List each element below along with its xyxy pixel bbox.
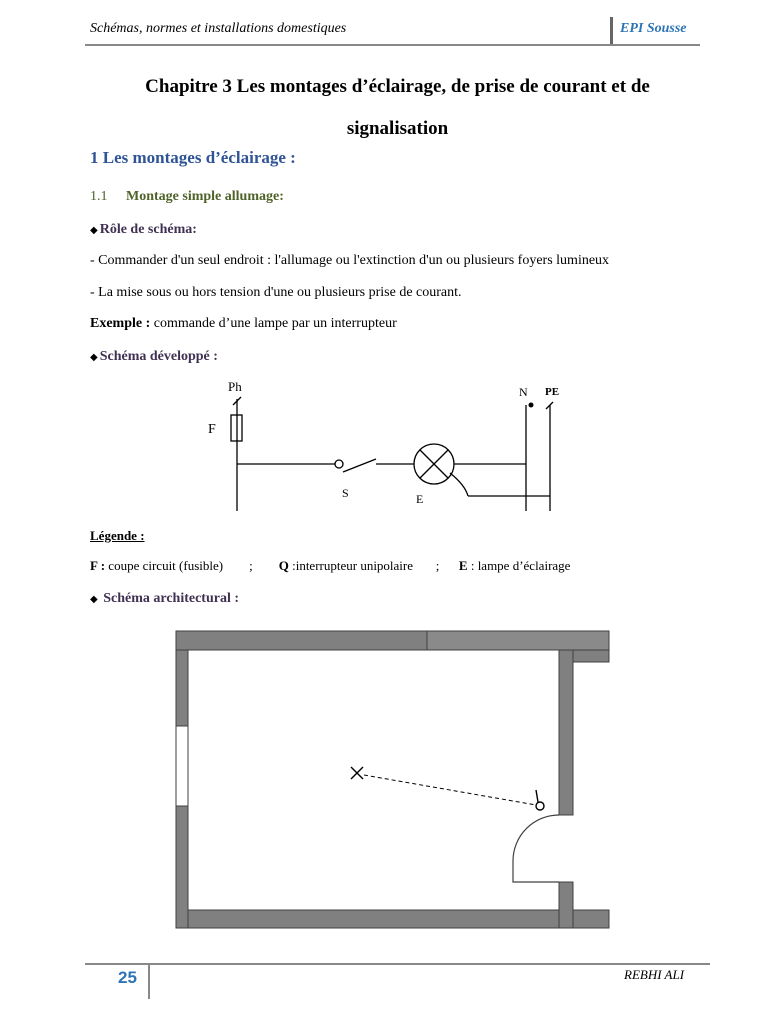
footer-author: REBHI ALI [624, 967, 685, 982]
footer-rule [85, 963, 710, 965]
label-phase: Ph [228, 379, 242, 394]
switch-blade [343, 459, 376, 472]
neutral-dot [529, 403, 534, 408]
subsection-heading [90, 189, 284, 205]
interior-wall-lower [559, 882, 573, 928]
lamp-earth-link [450, 473, 468, 496]
legend-title: Légende : [90, 528, 145, 543]
section-heading: 1 Les montages d’éclairage : [90, 148, 296, 167]
role-line-1: - Commander d'un seul endroit : l'allumage ou l'extinction d'un ou plusieurs foyers lumineux [90, 253, 610, 268]
left-wall-lower [176, 806, 188, 928]
legend-text-fuse: coupe circuit (fusible) [105, 558, 224, 573]
chapter-title [90, 66, 705, 150]
example-label: Exemple : [90, 316, 151, 331]
top-wall-window [427, 631, 609, 650]
switch-contact [335, 460, 343, 468]
role-heading [90, 222, 197, 238]
page-number: 25 [118, 968, 137, 987]
legend-key-switch: Q [278, 558, 289, 573]
control-link [364, 775, 536, 805]
legend-separator: ; [249, 558, 253, 573]
developed-heading [90, 349, 218, 365]
interior-wall [559, 650, 573, 815]
architectural-heading [90, 591, 239, 607]
architectural-heading-text: Schéma architectural : [103, 591, 240, 606]
legend-row [90, 558, 570, 574]
legend-key-lamp: E [458, 558, 468, 573]
left-window [176, 726, 188, 806]
door-swing [513, 815, 559, 882]
architectural-plan [170, 625, 615, 935]
header-divider [610, 17, 613, 45]
developed-schematic [190, 375, 570, 520]
example-text: commande d’une lampe par un interrupteur [150, 316, 397, 331]
role-heading-text: Rôle de schéma: [99, 222, 197, 237]
role-line-2: - La mise sous ou hors tension d'une ou plusieurs prise de courant. [90, 285, 462, 300]
label-neutral: N [519, 385, 528, 399]
bottom-wall-right [573, 910, 609, 928]
developed-heading-text: Schéma développé : [99, 349, 218, 364]
label-lamp: E [416, 492, 424, 506]
label-earth: PE [545, 386, 560, 398]
diamond-bullet-icon: ◆ [90, 225, 98, 236]
chapter-title-line2: signalisation [346, 118, 449, 139]
right-wall-stub [573, 650, 609, 662]
legend-text-lamp: : lampe d’éclairage [467, 558, 571, 573]
diamond-bullet-icon: ◆ [90, 594, 98, 605]
legend-text-switch: :interrupteur unipolaire [288, 558, 414, 573]
legend-separator: ; [435, 558, 440, 573]
header-document-title: Schémas, normes et installations domestiques [90, 21, 347, 36]
example-paragraph [90, 316, 397, 332]
top-wall [176, 631, 427, 650]
subsection-number: 1.1 [90, 189, 108, 204]
bottom-wall [188, 910, 559, 928]
legend-key-fuse: F : [90, 558, 106, 573]
header-institution: EPI Sousse [620, 21, 687, 36]
subsection-title: Montage simple allumage: [126, 189, 284, 204]
label-switch: S [342, 486, 349, 500]
chapter-title-line1: Chapitre 3 Les montages d’éclairage, de prise de courant et de [145, 76, 650, 97]
lamp-point-icon [351, 767, 363, 779]
left-wall-upper [176, 650, 188, 726]
switch-icon [536, 790, 544, 810]
diamond-bullet-icon: ◆ [90, 352, 98, 363]
footer-divider [148, 965, 150, 999]
label-fuse: F [208, 422, 216, 437]
header-rule [85, 44, 700, 46]
